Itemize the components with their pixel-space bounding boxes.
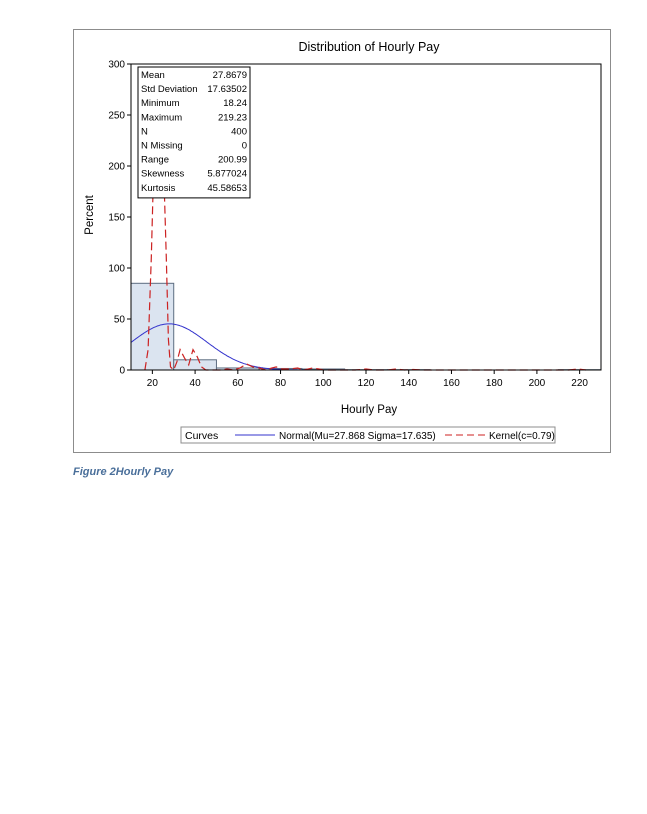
figure-caption: Figure 2Hourly Pay: [73, 466, 174, 478]
stats-label: N: [141, 126, 148, 138]
stats-label: Mean: [141, 70, 165, 81]
stats-value: 200.99: [217, 154, 247, 166]
stats-label: Kurtosis: [141, 182, 176, 194]
x-tick-label: 100: [314, 378, 332, 389]
y-tick-label: 250: [108, 110, 125, 122]
stats-value: 45.58653: [207, 182, 247, 194]
stats-label: Maximum: [141, 112, 183, 124]
x-axis-label: Hourly Pay: [340, 404, 398, 416]
x-tick-label: 200: [528, 378, 546, 389]
x-tick-label: 180: [485, 378, 503, 389]
chart-title: Distribution of Hourly Pay: [298, 40, 440, 54]
stats-value: 27.8679: [212, 70, 247, 81]
x-tick-label: 60: [232, 378, 244, 389]
y-tick-label: 0: [119, 365, 125, 377]
x-tick-label: 40: [189, 378, 201, 389]
x-tick-label: 20: [146, 378, 158, 389]
y-tick-label: 150: [108, 212, 125, 224]
stats-value: 17.63502: [207, 84, 247, 96]
y-tick-label: 200: [108, 161, 125, 173]
y-tick-label: 300: [108, 59, 125, 71]
stats-value: 400: [231, 126, 247, 138]
histogram-bar: [174, 360, 217, 370]
x-tick-label: 160: [443, 378, 460, 389]
plot-area: [108, 60, 601, 390]
x-tick-label: 80: [274, 378, 287, 389]
stats-label: Range: [141, 154, 169, 166]
legend-normal-label: Normal(Mu=27.868 Sigma=17.635): [279, 431, 436, 442]
stats-label: Std Deviation: [141, 84, 198, 96]
x-tick-label: 220: [571, 378, 588, 389]
y-tick-label: 100: [108, 263, 125, 275]
legend-kernel-label: Kernel(c=0.79): [489, 431, 555, 442]
y-axis-label: Percent: [84, 195, 96, 235]
x-tick-label: 140: [400, 378, 418, 389]
legend: [181, 427, 555, 443]
stats-value: 219.23: [217, 112, 247, 124]
chart: [73, 29, 611, 453]
stats-label: N Missing: [141, 140, 183, 152]
legend-title: Curves: [185, 430, 219, 442]
stats-label: Skewness: [141, 168, 185, 180]
stats-value: 0: [241, 140, 247, 152]
x-tick-label: 120: [357, 378, 375, 389]
y-tick-label: 50: [113, 314, 125, 326]
stats-label: Minimum: [141, 98, 180, 110]
stats-value: 5.877024: [207, 168, 247, 180]
stats-value: 18.24: [223, 98, 247, 110]
